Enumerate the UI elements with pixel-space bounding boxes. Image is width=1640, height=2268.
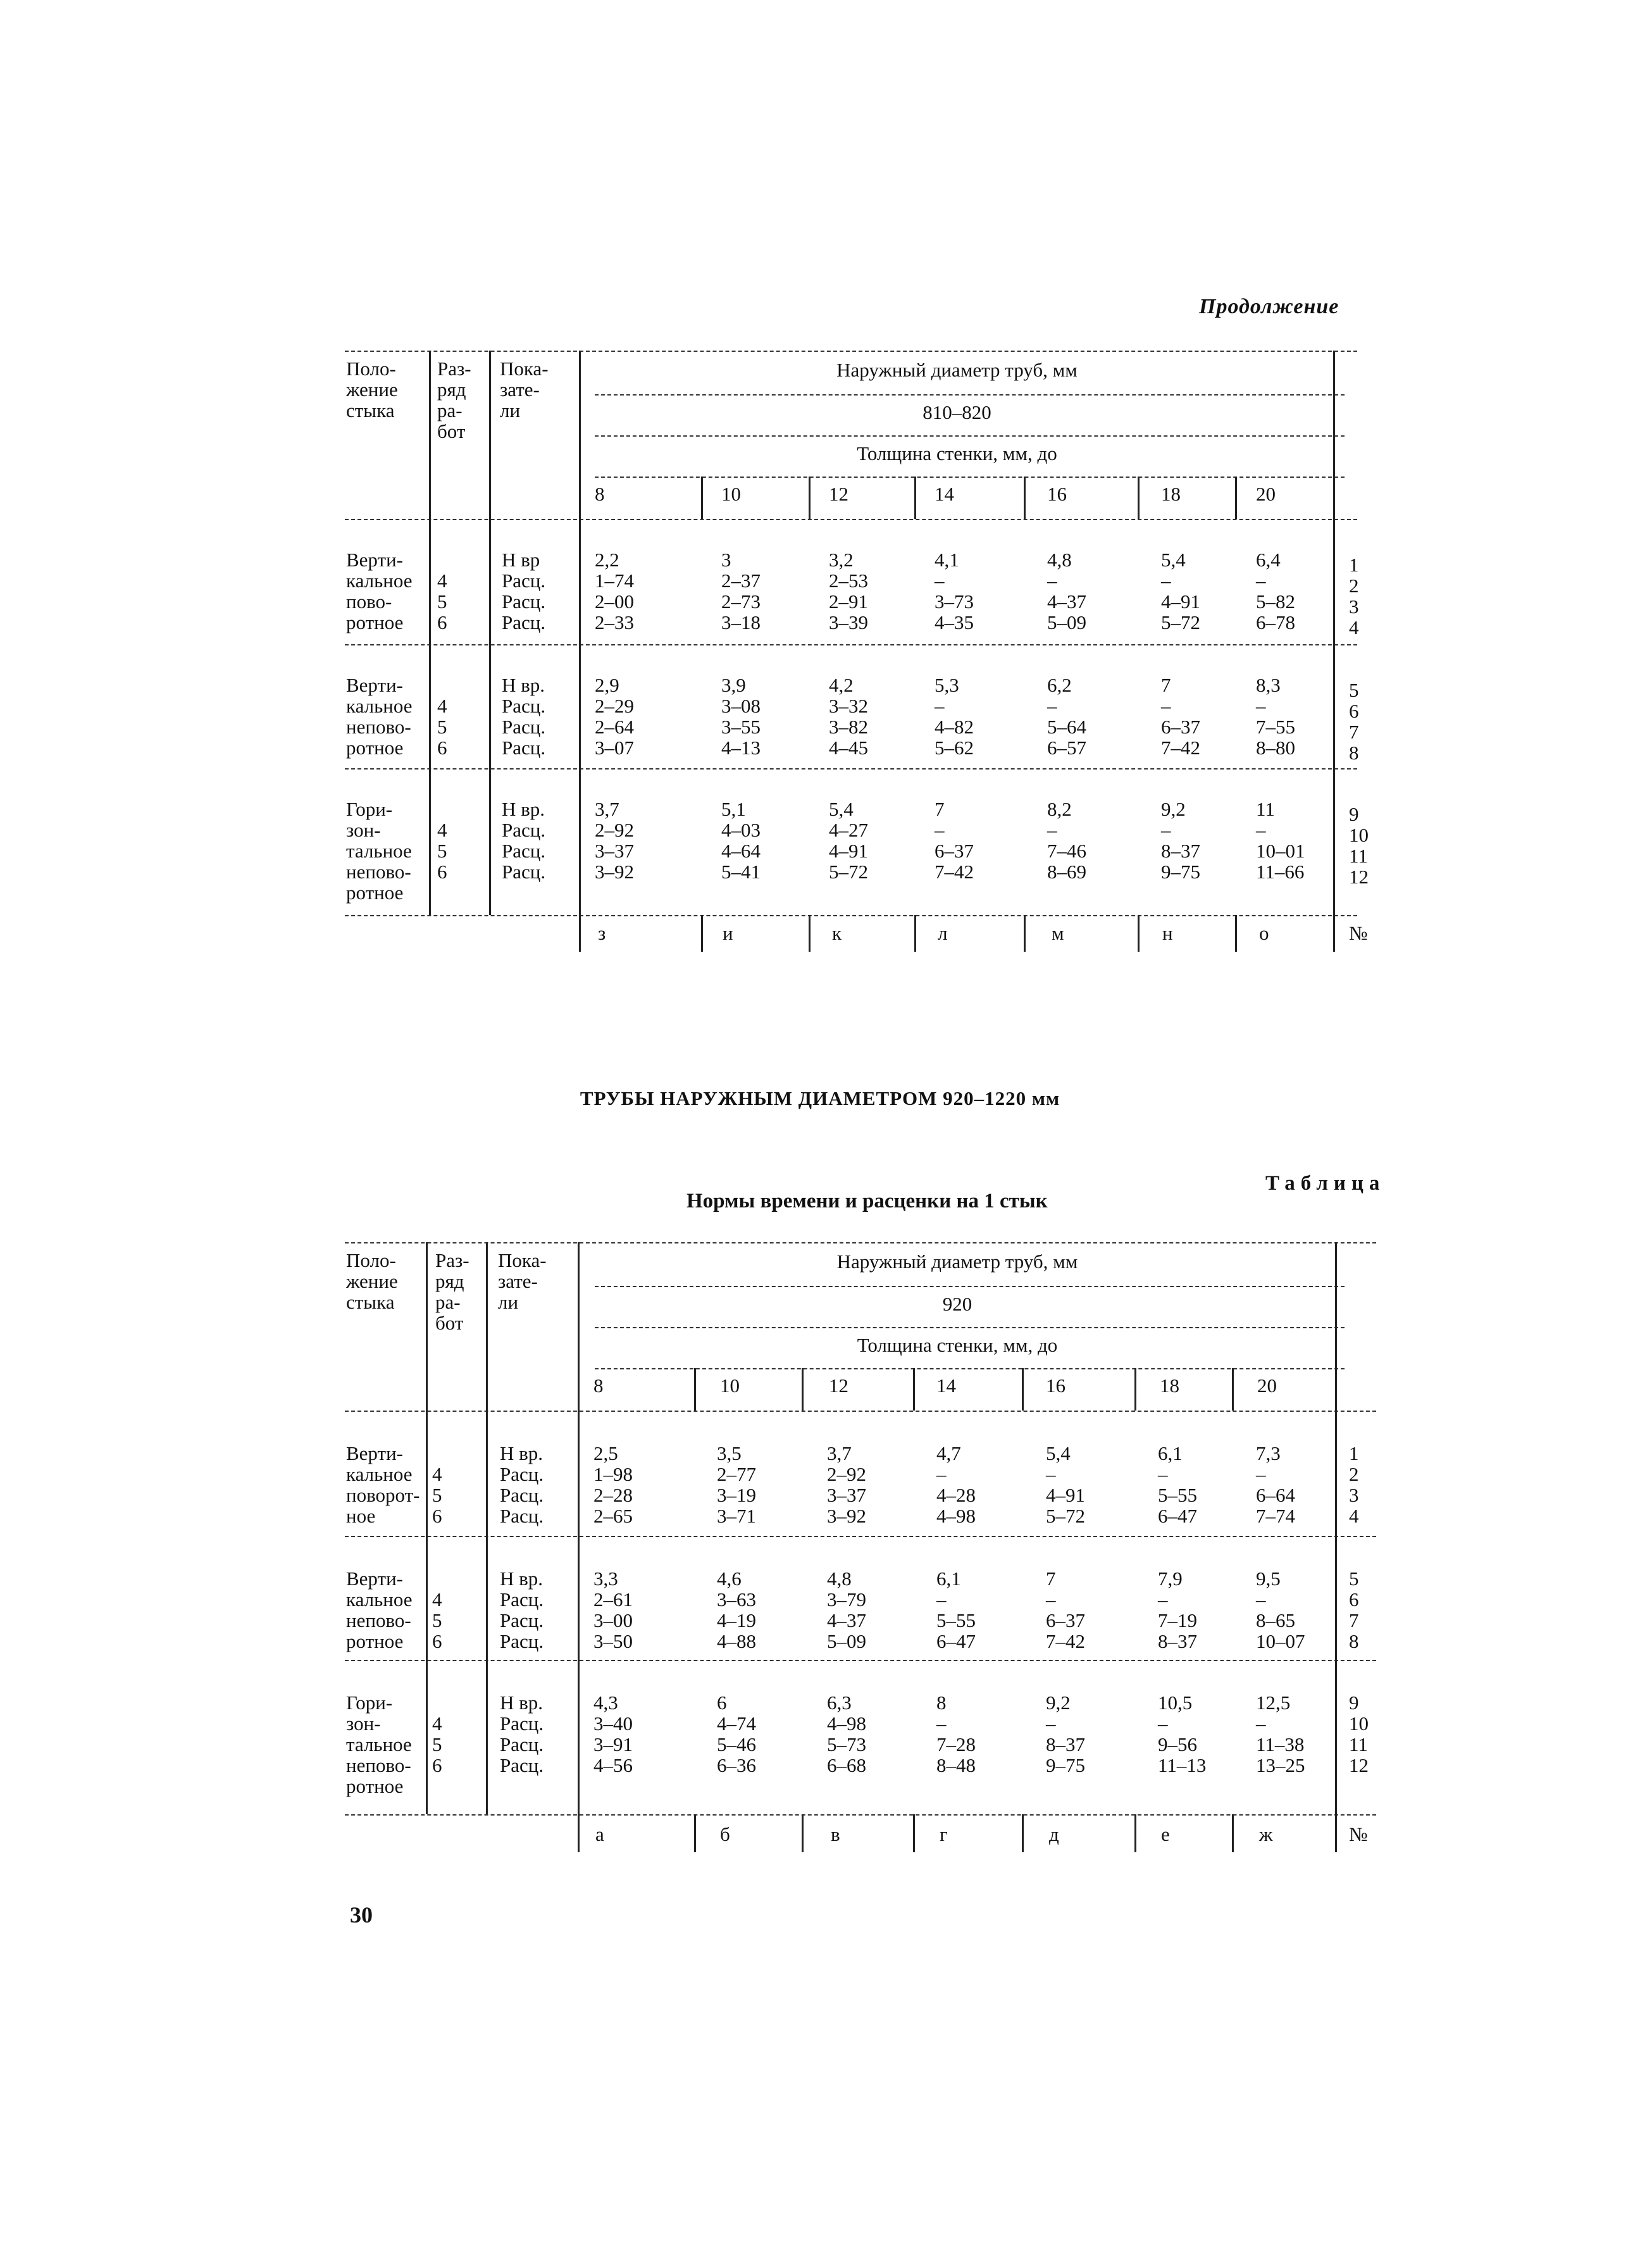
row-grades: 4 5 6 <box>437 570 447 633</box>
value-cell: 6,1 – 5–55 6–47 <box>1158 1442 1197 1527</box>
value-cell: 5,4 – 4–91 5–72 <box>1161 549 1200 633</box>
norms-table-920 <box>345 1238 1373 1859</box>
value-cell: 7,9 – 7–19 8–37 <box>1158 1567 1197 1652</box>
header-diameter: Наружный диаметр труб, мм <box>836 359 1078 381</box>
row-position: Верти- кальное непово- ротное <box>346 674 413 759</box>
header-wall-thickness: Толщина стенки, мм, до <box>857 442 1057 464</box>
row-grades: 4 5 6 <box>432 1712 442 1776</box>
value-cell: 12,5 – 11–38 13–25 <box>1256 1692 1305 1776</box>
thickness-8: 8 <box>593 1374 604 1397</box>
table-label: Таблица <box>1265 1172 1386 1195</box>
value-cell: 8 – 7–28 8–48 <box>936 1692 976 1776</box>
column-letter: л <box>938 922 948 944</box>
thickness-12: 12 <box>829 1374 848 1397</box>
value-cell: 3,2 2–53 2–91 3–39 <box>829 549 868 633</box>
value-cell: 7 – 6–37 7–42 <box>1161 674 1200 759</box>
column-letter: е <box>1161 1823 1170 1845</box>
row-grades: 4 5 6 <box>432 1588 442 1652</box>
row-numbers: 5 6 7 8 <box>1349 679 1359 764</box>
value-cell: 4,2 3–32 3–82 4–45 <box>829 674 868 759</box>
value-cell: 6,3 4–98 5–73 6–68 <box>827 1692 866 1776</box>
thickness-20: 20 <box>1257 1374 1277 1397</box>
thickness-18: 18 <box>1161 483 1181 505</box>
value-cell: 4,3 3–40 3–91 4–56 <box>593 1692 633 1776</box>
value-cell: 6 4–74 5–46 6–36 <box>717 1692 756 1776</box>
value-cell: 5,1 4–03 4–64 5–41 <box>721 798 761 883</box>
value-cell: 3,5 2–77 3–19 3–71 <box>717 1442 756 1527</box>
row-indicators: Н вр. Расц. Расц. Расц. <box>502 674 546 759</box>
row-indicators: Н вр Расц. Расц. Расц. <box>502 549 546 633</box>
row-position: Гори- зон- тальное непово- ротное <box>346 798 412 904</box>
header-position: Поло- жение стыка <box>346 1249 398 1313</box>
row-indicators: Н вр. Расц. Расц. Расц. <box>502 798 546 883</box>
column-letter: д <box>1049 1823 1059 1845</box>
value-cell: 5,4 – 4–91 5–72 <box>1046 1442 1085 1527</box>
thickness-20: 20 <box>1256 483 1276 505</box>
column-letter: к <box>832 922 842 944</box>
row-grades: 4 5 6 <box>432 1463 442 1527</box>
continuation-label: Продолжение <box>1199 295 1339 318</box>
row-indicators: Н вр. Расц. Расц. Расц. <box>500 1692 544 1776</box>
value-cell: 5,3 – 4–82 5–62 <box>935 674 974 759</box>
header-wall-thickness: Толщина стенки, мм, до <box>857 1334 1058 1356</box>
value-cell: 3,9 3–08 3–55 4–13 <box>721 674 761 759</box>
column-letter: з <box>598 922 606 944</box>
value-cell: 2,9 2–29 2–64 3–07 <box>595 674 634 759</box>
value-cell: 4,7 – 4–28 4–98 <box>936 1442 976 1527</box>
row-indicators: Н вр. Расц. Расц. Расц. <box>500 1442 544 1527</box>
row-numbers: 1 2 3 4 <box>1349 1442 1359 1527</box>
thickness-12: 12 <box>829 483 848 505</box>
thickness-18: 18 <box>1160 1374 1179 1397</box>
thickness-8: 8 <box>595 483 605 505</box>
value-cell: 5,4 4–27 4–91 5–72 <box>829 798 868 883</box>
row-grades: 4 5 6 <box>437 695 447 759</box>
value-cell: 8,3 – 7–55 8–80 <box>1256 674 1295 759</box>
number-sign: № <box>1349 922 1368 944</box>
value-cell: 6,4 – 5–82 6–78 <box>1256 549 1295 633</box>
thickness-16: 16 <box>1046 1374 1065 1397</box>
header-diameter: Наружный диаметр труб, мм <box>836 1250 1078 1273</box>
column-letter: б <box>720 1823 730 1845</box>
column-letter: в <box>831 1823 840 1845</box>
value-cell: 3 2–37 2–73 3–18 <box>721 549 761 633</box>
value-cell: 7,3 – 6–64 7–74 <box>1256 1442 1295 1527</box>
column-letter: г <box>940 1823 948 1845</box>
value-cell: 4,8 – 4–37 5–09 <box>1047 549 1086 633</box>
value-cell: 2,2 1–74 2–00 2–33 <box>595 549 634 633</box>
header-grade: Раз- ряд ра- бот <box>437 358 471 442</box>
value-cell: 6,1 – 5–55 6–47 <box>936 1567 976 1652</box>
page-number: 30 <box>350 1902 373 1928</box>
value-cell: 4,6 3–63 4–19 4–88 <box>717 1567 756 1652</box>
number-sign: № <box>1349 1823 1368 1845</box>
row-position: Гори- зон- тальное непово- ротное <box>346 1692 412 1797</box>
value-cell: 3,3 2–61 3–00 3–50 <box>593 1567 633 1652</box>
value-cell: 9,2 – 8–37 9–75 <box>1161 798 1200 883</box>
value-cell: 9,2 – 8–37 9–75 <box>1046 1692 1085 1776</box>
row-numbers: 9 10 11 12 <box>1349 803 1369 888</box>
value-cell: 8,2 – 7–46 8–69 <box>1047 798 1086 883</box>
column-letter: о <box>1259 922 1269 944</box>
row-position: Верти- кальное непово- ротное <box>346 1567 413 1652</box>
value-cell: 4,8 3–79 4–37 5–09 <box>827 1567 866 1652</box>
row-position: Верти- кальное пово- ротное <box>346 549 413 633</box>
thickness-14: 14 <box>935 483 954 505</box>
header-diameter-value: 920 <box>942 1293 972 1315</box>
column-letter: м <box>1052 922 1064 944</box>
thickness-16: 16 <box>1047 483 1067 505</box>
header-indicator: Пока- зате- ли <box>498 1249 547 1313</box>
column-letter: и <box>723 922 733 944</box>
column-letter: а <box>595 1823 604 1845</box>
column-letter: н <box>1162 922 1173 944</box>
header-diameter-value: 810–820 <box>922 401 991 423</box>
row-position: Верти- кальное поворот- ное <box>346 1442 420 1527</box>
value-cell: 3,7 2–92 3–37 3–92 <box>595 798 634 883</box>
value-cell: 7 – 6–37 7–42 <box>1046 1567 1085 1652</box>
table-caption: Нормы времени и расценки на 1 стык <box>686 1190 1048 1212</box>
section-title: ТРУБЫ НАРУЖНЫМ ДИАМЕТРОМ 920–1220 мм <box>580 1087 1060 1109</box>
row-numbers: 9 10 11 12 <box>1349 1692 1369 1776</box>
thickness-10: 10 <box>721 483 741 505</box>
row-grades: 4 5 6 <box>437 819 447 883</box>
value-cell: 7 – 6–37 7–42 <box>935 798 974 883</box>
column-letter: ж <box>1259 1823 1273 1845</box>
value-cell: 10,5 – 9–56 11–13 <box>1158 1692 1207 1776</box>
value-cell: 11 – 10–01 11–66 <box>1256 798 1305 883</box>
row-indicators: Н вр. Расц. Расц. Расц. <box>500 1567 544 1652</box>
header-grade: Раз- ряд ра- бот <box>435 1249 469 1334</box>
value-cell: 6,2 – 5–64 6–57 <box>1047 674 1086 759</box>
row-numbers: 1 2 3 4 <box>1349 554 1359 639</box>
value-cell: 9,5 – 8–65 10–07 <box>1256 1567 1305 1652</box>
header-indicator: Пока- зате- ли <box>500 358 549 421</box>
value-cell: 4,1 – 3–73 4–35 <box>935 549 974 633</box>
header-position: Поло- жение стыка <box>346 358 398 421</box>
value-cell: 3,7 2–92 3–37 3–92 <box>827 1442 866 1527</box>
value-cell: 2,5 1–98 2–28 2–65 <box>593 1442 633 1527</box>
norms-table-810-820 <box>345 347 1373 954</box>
thickness-10: 10 <box>720 1374 740 1397</box>
row-numbers: 5 6 7 8 <box>1349 1567 1359 1652</box>
thickness-14: 14 <box>936 1374 956 1397</box>
